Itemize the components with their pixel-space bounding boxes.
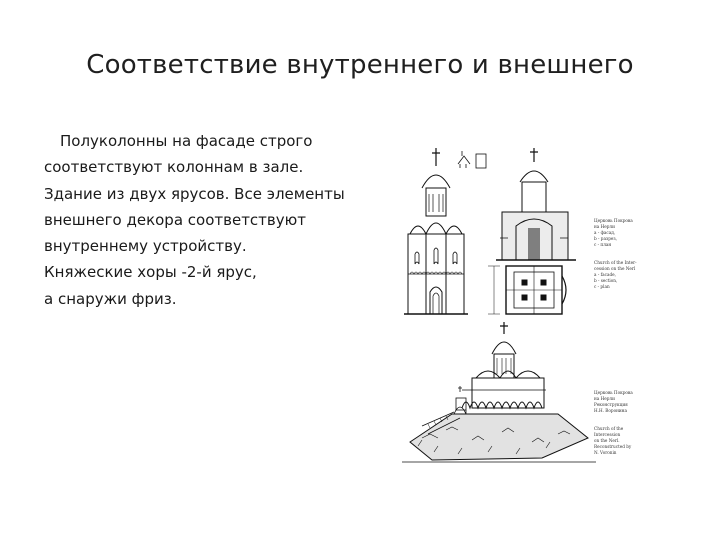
church-drawing-figure — [392, 142, 648, 478]
caption-bottom-line: Н.Н. Воронина — [594, 408, 627, 413]
caption-bottom-line: Intercession — [594, 432, 621, 437]
body-line: соответствуют колоннам в зале. — [44, 158, 304, 177]
caption-bottom-line: Церковь Покрова — [594, 390, 633, 395]
body-line: внутреннему устройству. — [44, 237, 247, 256]
body-line: Здание из двух ярусов. Все элементы — [44, 184, 345, 203]
body-text — [44, 128, 384, 312]
body-line: а снаружи фриз. — [44, 289, 177, 308]
caption-bottom-line: на Нерли — [594, 396, 615, 401]
plan-drawing — [488, 266, 566, 314]
caption-top-line: b - section, — [594, 278, 618, 283]
caption-top-line: a - facade, — [594, 272, 616, 277]
caption-top-line: cession on the Nerl — [594, 266, 636, 271]
church-drawing-illustration — [392, 142, 648, 478]
body-line: внешнего декора соответствуют — [44, 210, 306, 229]
caption-top-line: c - plan — [594, 284, 610, 289]
caption-top-line: Церковь Покрова — [594, 218, 633, 223]
body-line: Полуколонны на фасаде строго — [60, 132, 313, 150]
caption-top-line: Church of the Inter- — [594, 260, 637, 265]
caption-top-line: c - план — [594, 242, 612, 247]
caption-top-line: a - фасад, — [594, 230, 616, 235]
caption-bottom-line: Church of the — [594, 426, 624, 431]
caption-bottom-line: Reconstructed by — [594, 444, 632, 449]
caption-bottom-line: Реконструкция — [594, 402, 628, 407]
caption-bottom-line: on the Nerl. — [594, 438, 620, 443]
caption-top-line: b - разрез, — [594, 236, 617, 241]
caption-bottom-line: N. Voronin — [594, 450, 617, 455]
caption-top-line: на Нерли — [594, 224, 615, 229]
caption-top — [594, 218, 637, 289]
caption-bottom — [594, 390, 633, 455]
slide-title: Соответствие внутреннего и внешнего — [86, 50, 634, 80]
body-line: Княжеские хоры -2-й ярус, — [44, 263, 257, 282]
facade-drawing — [404, 148, 486, 314]
reconstruction-drawing — [402, 322, 596, 462]
section-drawing — [496, 148, 576, 260]
